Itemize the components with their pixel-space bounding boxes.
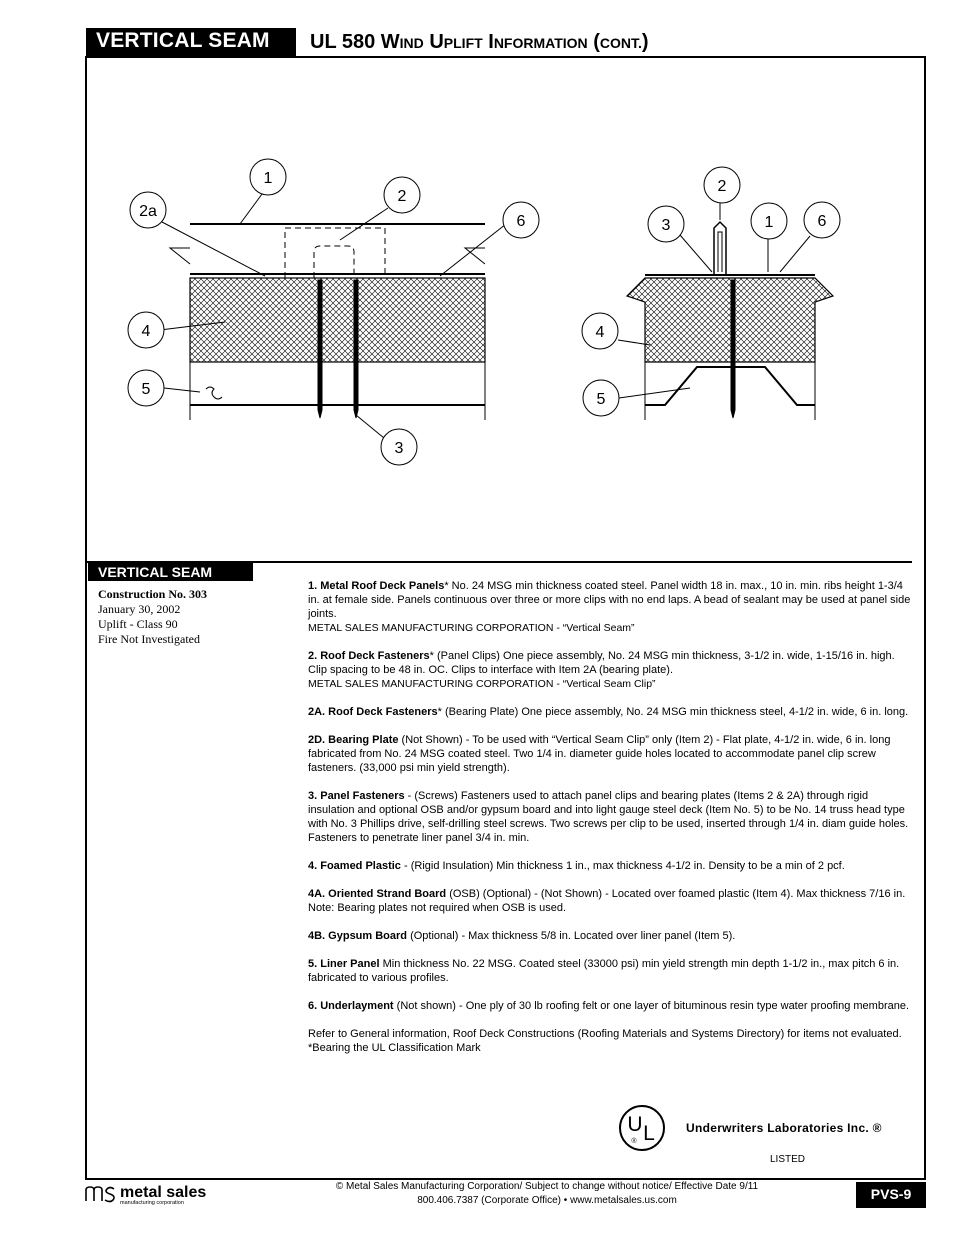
title-part: U (423, 31, 444, 53)
footer-text (300, 1180, 794, 1208)
frame-top-rule (296, 56, 926, 58)
spec-item (308, 929, 914, 943)
right-section-drawing (582, 167, 840, 420)
section-drawings (100, 150, 880, 470)
callout-label: 4 (141, 323, 151, 340)
component-specifications (308, 579, 914, 1069)
spec-title: 6. Underlayment (308, 1000, 394, 1012)
spec-title: 4. Foamed Plastic (308, 860, 401, 872)
spec-item (308, 999, 914, 1013)
spec-item (308, 649, 914, 691)
refer-note: Refer to General information, Roof Deck Constructions (Roofing Materials and Systems Directory) for items not evaluated. (308, 1028, 902, 1040)
title-part: ) (641, 31, 649, 53)
metal-sales-logo (84, 1182, 244, 1206)
spec-item (308, 957, 914, 985)
spec-body: (OSB) (Optional) - (Not Shown) - Located over foamed plastic (Item 4). Max thickness 7/16 in. Note: Bearing plates not required when OSB is used. (308, 888, 906, 914)
footer-copyright: © Metal Sales Manufacturing Corporation/ Subject to change without notice/ Effective Date 9/11 (335, 1181, 759, 1192)
spec-body: * (Bearing Plate) One piece assembly, No. 24 MSG min thickness steel, 4-1/2 in. wide, 6 in. long. (437, 706, 909, 718)
construction-number: Construction No. 303 (98, 587, 208, 601)
title-part: NFORMATION (493, 35, 588, 51)
callout-label: 4 (595, 324, 605, 341)
spec-item (308, 789, 914, 845)
spec-body: (Not shown) - One ply of 30 lb roofing felt or one layer of bituminous resin type water proofing membrane. (393, 1000, 910, 1012)
callout-label: 2a (139, 203, 157, 220)
spec-body: Min thickness No. 22 MSG. Coated steel (33000 psi) min yield strength min depth 1-1/2 in., max pitch 6 in. fabricated to various profiles. (308, 958, 900, 984)
fire-rating: Fire Not Investigated (98, 632, 200, 646)
title-part: ( (587, 31, 600, 53)
construction-date: January 30, 2002 (98, 602, 181, 616)
callout-label: 6 (516, 213, 526, 230)
callout-label: 1 (764, 214, 774, 231)
spec-body: * No. 24 MSG min thickness coated steel. Panel width 18 in. max., 10 in. min. ribs height 1-3/4 in. at female side. Panels continuous over three or more clips with no end laps. A bead of sealant may be used at panel side joints. (308, 580, 911, 620)
page-title (310, 31, 649, 54)
ul-name: Underwriters Laboratories Inc. ® (686, 1121, 882, 1135)
spec-manufacturer: METAL SALES MANUFACTURING CORPORATION - “Vertical Seam” (308, 622, 635, 634)
ul-logo-u: U (627, 1113, 643, 1136)
footer-contact: 800.406.7387 (Corporate Office) • www.metalsales.us.com (417, 1195, 677, 1206)
classification-note: *Bearing the UL Classification Mark (308, 1042, 481, 1054)
uplift-class: Uplift - Class 90 (98, 617, 178, 631)
ul-listed-logo (615, 1104, 669, 1152)
page-number: PVS-9 (856, 1182, 926, 1208)
spec-title: 4B. Gypsum Board (308, 930, 408, 942)
spec-body: (Optional) - Max thickness 5/8 in. Located over liner panel (Item 5). (407, 930, 736, 942)
spec-title: 5. Liner Panel (308, 958, 380, 970)
spec-body: (Not Shown) - To be used with “Vertical Seam Clip” only (Item 2) - Flat plate, 4-1/2 in. wide, 6 in. long fabricated from No. 24 MSG coated steel. Two 1/4 in. diameter guide holes located to accommodate panel clip screw fasteners. (33,000 psi min yield strength). (308, 734, 891, 774)
spec-body: - (Screws) Fasteners used to attach panel clips and bearing plates (Items 2 & 2A) through rigid insulation and optional OSB and/or gypsum board and into light gauge steel deck (Item No. 5) to be No. 14 truss head type with No. 3 Phillips drive, self-drilling steel screws. Two screws per clip to be used, inserted through 1/4 in. diam guide holes. Fasteners to penetrate liner panel 3/4 in. min. (308, 790, 909, 844)
spec-item (308, 887, 914, 915)
spec-title: 2. Roof Deck Fasteners (308, 650, 430, 662)
callout-label: 6 (817, 213, 827, 230)
spec-note (308, 1027, 914, 1055)
title-part: CONT. (599, 35, 642, 51)
title-part: PLIFT (443, 35, 483, 51)
callout-label: 2 (717, 178, 727, 195)
callout-label: 3 (661, 217, 671, 234)
sidebar-tag: VERTICAL SEAM (88, 563, 253, 581)
spec-manufacturer: METAL SALES MANUFACTURING CORPORATION - “Vertical Seam Clip” (308, 678, 656, 690)
spec-item (308, 705, 914, 719)
spec-title: 1. Metal Roof Deck Panels (308, 580, 445, 592)
ul-logo-registered: ® (631, 1138, 637, 1145)
callout-label: 3 (394, 440, 404, 457)
title-part: IND (399, 35, 424, 51)
spec-title: 2D. Bearing Plate (308, 734, 399, 746)
spec-item (308, 859, 914, 873)
title-part: I (482, 31, 494, 53)
callout-label: 1 (263, 170, 273, 187)
spec-title: 4A. Oriented Strand Board (308, 888, 447, 900)
spec-title: 3. Panel Fasteners (308, 790, 405, 802)
construction-info (98, 587, 298, 647)
ul-logo-l: L (643, 1122, 655, 1145)
ul-listed-label: LISTED (770, 1154, 806, 1165)
logo-subtitle: manufacturing corporation (120, 1200, 184, 1206)
spec-item (308, 579, 914, 635)
callout-label: 5 (141, 381, 151, 398)
spec-title: 2A. Roof Deck Fasteners (308, 706, 438, 718)
left-section-drawing (128, 159, 539, 465)
header-tag: VERTICAL SEAM (86, 28, 296, 56)
callout-label: 5 (596, 391, 606, 408)
logo-wordmark: metal sales (120, 1184, 207, 1201)
spec-body: * (Panel Clips) One piece assembly, No. 24 MSG min thickness, 3-1/2 in. wide, 1-15/16 in. high. Clip spacing to be 48 in. OC. Clips to interface with Item 2A (bearing plate). (308, 650, 895, 676)
spec-body: - (Rigid Insulation) Min thickness 1 in., max thickness 4-1/2 in. Density to be a min of 2 pcf. (400, 860, 845, 872)
callout-label: 2 (397, 188, 407, 205)
spec-item (308, 733, 914, 775)
title-part: UL 580 W (310, 31, 400, 53)
